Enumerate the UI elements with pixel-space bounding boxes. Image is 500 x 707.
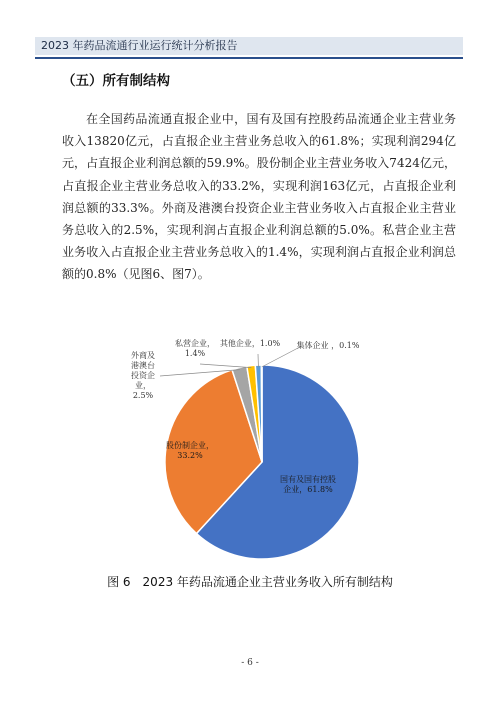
pie-label-line: 其他企业，1.0% bbox=[219, 339, 281, 348]
leader-line-private bbox=[200, 364, 251, 368]
pie-label-line: 外商及 bbox=[131, 351, 155, 360]
pie-label-line: 业， bbox=[135, 381, 151, 390]
pie-label-line: 2.5% bbox=[132, 391, 154, 400]
pie-label-line: 1.4% bbox=[184, 349, 206, 358]
pie-label-line: 集体企业 ，0.1% bbox=[296, 341, 360, 350]
figure-caption: 图 6 2023 年药品流通企业主营业务收入所有制结构 bbox=[107, 575, 393, 589]
page-number: - 6 - bbox=[241, 658, 259, 668]
pie-label-collective bbox=[297, 340, 360, 351]
pie-label-line: 私营企业， bbox=[175, 339, 215, 348]
pie-slice-collective bbox=[261, 365, 262, 462]
pie-label-line: 33.2% bbox=[177, 451, 203, 460]
pie-chart bbox=[0, 330, 500, 570]
pie-label-private bbox=[175, 338, 215, 358]
section-title: （五）所有制结构 bbox=[62, 73, 170, 89]
header-divider bbox=[35, 57, 463, 59]
leader-line-collective bbox=[262, 348, 298, 367]
pie-label-line: 国有及国有控股 bbox=[280, 475, 336, 484]
body-paragraph: 在全国药品流通直报企业中，国有及国有控股药品流通企业主营业务收入13820亿元，占直报企业主营业务总收入的61.8%；实现利润294亿元，占直报企业利润总额的59.9%。股份制企业主营业务收入7424亿元，占直报企业主营业务总收入的33.2%，实现利润163亿元，占直报企业利润总额的33.3%。外商及港澳台投资企业主营业务收入占直报企业主营业务总收入的2.5%，实现利润占直报企业利润总额的5.0%。私营企业主营业务收入占直报企业主营业务总收入的1.4%，实现利润占直报企业利润总额的0.8%（见图6、图7）。 bbox=[62, 112, 456, 282]
report-header: 2023 年药品流通行业运行统计分析报告 bbox=[35, 37, 463, 55]
pie-label-line: 投资企 bbox=[131, 371, 155, 380]
pie-chart-svg bbox=[0, 330, 500, 570]
pie-label-line: 企业，61.8% bbox=[283, 485, 333, 494]
pie-label-other bbox=[220, 338, 281, 349]
pie-label-foreign-hmt bbox=[131, 350, 155, 400]
pie-label-line: 港澳台 bbox=[131, 361, 155, 370]
pie-label-state-owned bbox=[280, 474, 336, 495]
pie-label-line: 股份制企业， bbox=[166, 441, 214, 450]
